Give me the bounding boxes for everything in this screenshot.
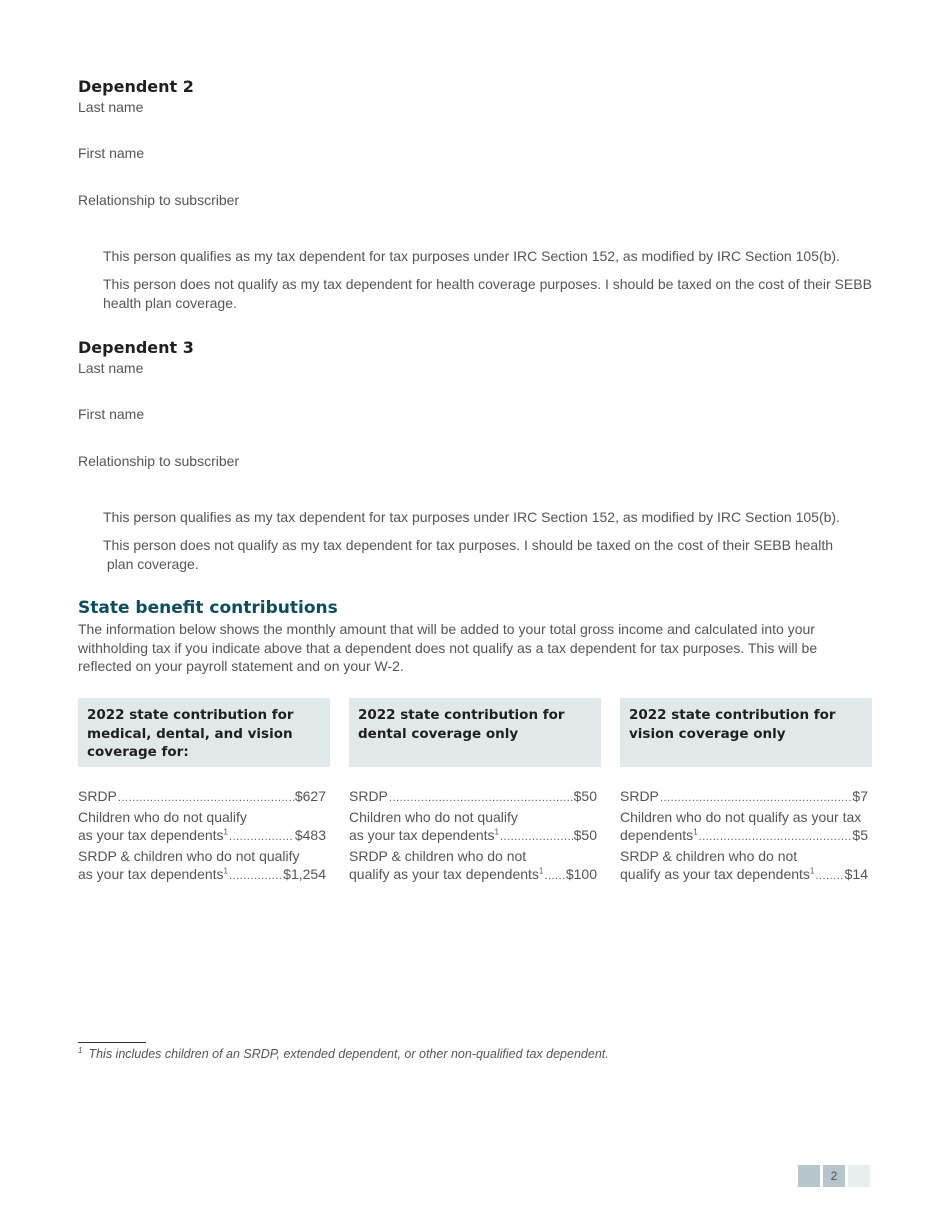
rate-row <box>620 826 868 847</box>
rate-value: $14 <box>844 866 868 882</box>
leader-dots <box>500 828 573 847</box>
dependent-3-last-name-label: Last name <box>78 360 144 376</box>
dependent-3-first-name-label: First name <box>78 406 145 422</box>
vision-rates <box>620 787 868 886</box>
footnote-divider <box>78 1042 146 1043</box>
medical-dental-vision-rates <box>78 787 326 886</box>
leader-dots <box>389 789 573 808</box>
dependent-2-last-name-label: Last name <box>78 99 144 115</box>
rate-row <box>349 865 597 886</box>
option-line: This person does not qualify as my tax dependent for health coverage purposes. I should be taxed on the cost of their SEBB <box>103 276 872 292</box>
page-block-prev <box>798 1165 820 1187</box>
option-line: This person does not qualify as my tax dependent for tax purposes. I should be taxed on the cost of their SEBB health <box>103 537 833 553</box>
page-indicator <box>798 1165 870 1187</box>
rate-value: $7 <box>852 788 868 804</box>
rate-value: $50 <box>573 788 597 804</box>
leader-dots <box>118 789 294 808</box>
footnote-ref: 1 <box>809 866 815 876</box>
leader-dots <box>229 867 282 886</box>
dependent-3-option-qualifies[interactable]: This person qualifies as my tax dependent for tax purposes under IRC Section 152, as modified by IRC Section 105(b). <box>103 509 840 525</box>
leader-dots <box>660 789 852 808</box>
rate-label-line: Children who do not qualify <box>349 808 518 825</box>
page-block-next <box>848 1165 870 1187</box>
dental-heading-box: 2022 state contribution for dental coverage only <box>349 698 601 767</box>
rate-label-line: SRDP & children who do not <box>620 847 798 864</box>
leader-dots <box>229 828 294 847</box>
footnote <box>78 1046 609 1061</box>
dependent-2-heading: Dependent 2 <box>78 77 194 96</box>
rate-label-line: SRDP & children who do not qualify <box>78 847 300 864</box>
leader-dots <box>544 867 564 886</box>
footnote-text: This includes children of an SRDP, extended dependent, or other non-qualified tax dependent. <box>88 1047 609 1062</box>
rate-row <box>78 787 326 808</box>
rate-value: $1,254 <box>283 866 326 882</box>
rate-label: qualify as your tax dependents$^1$ <box>349 866 544 882</box>
rate-value: $100 <box>565 866 597 882</box>
footnote-ref: 1 <box>494 827 499 837</box>
rate-label: as your tax dependents$^1$ <box>78 866 228 882</box>
rate-label: qualify as your tax dependents$^1$ <box>620 866 815 882</box>
rate-row <box>78 865 326 886</box>
dependent-2-first-name-label: First name <box>78 145 145 161</box>
rate-row <box>78 826 326 847</box>
rate-label-line: Children who do not qualify as your tax <box>620 808 862 825</box>
rate-value: $483 <box>294 827 326 843</box>
option-line: health plan coverage. <box>103 295 237 311</box>
footnote-ref: 1 <box>538 866 544 876</box>
rate-value: $5 <box>852 827 868 843</box>
state-benefit-contributions-title: State benefit contributions <box>78 598 338 618</box>
rate-label: SRDP <box>349 788 388 804</box>
option-line: plan coverage. <box>103 556 199 572</box>
medical-dental-vision-heading-box: 2022 state contribution for medical, dental, and vision coverage for: <box>78 698 330 767</box>
rate-label: SRDP <box>620 788 659 804</box>
footnote-mark: 1 <box>78 1046 83 1055</box>
footnote-ref: 1 <box>223 827 228 837</box>
dependent-3-heading: Dependent 3 <box>78 338 194 357</box>
leader-dots <box>699 828 852 847</box>
footnote-ref: 1 <box>223 866 228 876</box>
dental-rates <box>349 787 597 886</box>
rate-label: dependents$^1$ <box>620 827 698 843</box>
current-page-number: 2 <box>823 1165 845 1187</box>
leader-dots <box>815 867 843 886</box>
rate-label: as your tax dependents$^1$ <box>78 827 228 843</box>
dependent-3-option-not-qualify[interactable] <box>103 536 878 574</box>
rate-value: $50 <box>573 827 597 843</box>
rate-row <box>620 865 868 886</box>
intro-line: reflected on your payroll statement and on your W-2. <box>78 658 404 674</box>
dependent-3-relationship-label: Relationship to subscriber <box>78 453 240 469</box>
rate-label-line: Children who do not qualify <box>78 808 247 825</box>
state-contributions-intro <box>78 620 868 676</box>
rate-row <box>349 787 597 808</box>
rate-value: $627 <box>294 788 326 804</box>
dependent-2-option-qualifies[interactable]: This person qualifies as my tax dependent for tax purposes under IRC Section 152, as modified by IRC Section 105(b). <box>103 248 840 264</box>
rate-label: as your tax dependents$^1$ <box>349 827 499 843</box>
rate-row <box>349 826 597 847</box>
dependent-2-option-not-qualify[interactable] <box>103 275 878 313</box>
rate-row <box>620 787 868 808</box>
rate-label-line: SRDP & children who do not <box>349 847 527 864</box>
rate-label: SRDP <box>78 788 117 804</box>
intro-line: The information below shows the monthly amount that will be added to your total gross income and calculated into your <box>78 621 815 637</box>
footnote-ref: 1 <box>693 827 698 837</box>
dependent-2-relationship-label: Relationship to subscriber <box>78 192 240 208</box>
vision-heading-box: 2022 state contribution for vision coverage only <box>620 698 872 767</box>
intro-line: withholding tax if you indicate above that a dependent does not qualify as a tax dependent for tax purposes. This will be <box>78 639 818 656</box>
